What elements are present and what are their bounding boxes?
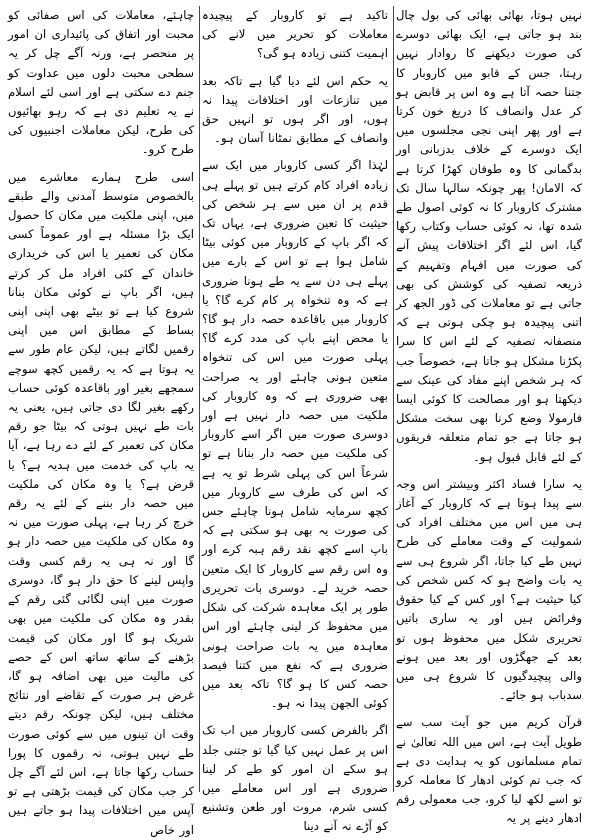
paragraph: اگر بالفرض کسی کاروبار میں اب تک اس پر عمل نہیں کیا گیا تو جتنی جلد ہو سکے ان امور کو طے کر لینا ضروری ہے اور اس معاملے میں کسی شرم، مروت اور طعن وتشنیع کو آڑے نہ آنے دینا	[202, 723, 388, 834]
column-divider	[199, 6, 200, 792]
column-middle	[202, 6, 388, 834]
paragraph: نہیں ہوتا، بھائی بھائی کی بول چال بند ہو جاتی ہے، ایک بھائی دوسرے کی صورت دیکھنے کا روادار نہیں رہتا، جس کے قابو میں کاروبار کا جتنا حصہ آتا ہے وہ اس پر قابض ہو کر عدل وانصاف کا دریغ خون کرتا ہے اور پھر اپنی نجی مجلسوں میں ایک دوسرے کے خلاف بدزبانی اور بدگمانی کا وہ طوفان کھڑا کرتا ہے کہ الامان! پھر چونکہ سالہا سال تک مشترک کاروبار کا نہ کوئی اصول طے شدہ تھا، نہ کوئی حساب وکتاب رکھا گیا، اس لئے اگر اختلافات پیش آنے کی صورت میں افہام وتفہیم کے ذریعہ تصفیہ کی کوشش کی بھی جاتی ہے تو معاملات کی ڈور الجھ کر اتنی پیچیدہ ہو چکی ہوتی ہے کہ منصفانہ تصفیہ کے لئے اس کا سرا پکڑنا مشکل ہو جاتا ہے، خصوصاً جب کہ ہر شخص اپنے مفاد کی عینک سے دیکھتا ہو اور مصالحت کا کوئی ایسا فارمولا وضع کرنا بھی سخت مشکل ہو جاتا ہے جو تمام متعلقہ فریقوں کے لئے قابل قبول ہو۔	[396, 8, 582, 464]
paragraph: تاکید ہے تو کاروبار کے پیچیدہ معاملات کو تحریر میں لانے کی اہمیت کتنی زیادہ ہو گی؟	[202, 8, 388, 61]
paragraph: قرآن کریم میں جو آیت سب سے طویل آیت ہے، اس میں اللہ تعالیٰ نے تمام مسلمانوں کو یہ ہدایت دی ہے کہ جب تم کوئی ادھار کا معاملہ کرو تو اسے لکھ لیا کرو، جب معمولی رقم ادھار دینے پر یہ	[396, 715, 582, 826]
paragraph: چاہئے، معاملات کی اس صفائی کو محبت اور اتفاق کی پائیداری ان امور پر منحصر ہے، ورنہ آگے چل کر یہ سطحی محبت دلوں میں عداوت کو جنم دے سکتی ہے اور اسی لئے اسلام نے یہ تعلیم دی ہے کہ رہو بھائیوں کی طرح، لیکن معاملات اجنبیوں کی طرح کرو۔	[8, 8, 194, 157]
column-divider	[393, 6, 394, 792]
column-right	[396, 6, 582, 826]
paragraph: لہٰذا اگر کسی کاروبار میں ایک سے زیادہ افراد کام کرتے ہیں تو پہلے ہی قدم پر ان میں سے ہر شخص کی حیثیت کا تعین ضروری ہے، یہاں تک کہ اگر باپ کے کاروبار میں کوئی بیٹا شامل ہوا ہے تو اس کے بارے میں پہلے ہی دن سے یہ طے ہونا ضروری ہے کہ وہ تنخواہ پر کام کرے گا؟ یا کاروبار میں باقاعدہ حصہ دار ہو گا؟ یا محض اپنے باپ کی مدد کرے گا؟ پہلی صورت میں اس کی تنخواہ متعین ہونی چاہئے اور یہ صراحت بھی ضروری ہے کہ وہ کاروبار کی ملکیت میں حصہ دار نہیں ہے اور دوسری صورت میں اگر اسے کاروبار کی ملکیت میں حصہ دار بنانا ہے تو شرعاً اس کی پہلی شرط تو یہ ہے کہ اس کی طرف سے کاروبار میں کچھ سرمایہ شامل ہونا چاہئے جس کی صورت یہ بھی ہو سکتی ہے کہ باپ اسے کچھ نقد رقم ہبہ کرے اور وہ اس رقم سے کاروبار کا ایک متعین حصہ خرید لے۔ دوسری بات تحریری طور پر ایک معاہدہ شرکت کی شکل میں محفوظ کر لینی چاہئے اور اس معاہدہ میں یہ بات صراحت ہونی ضروری ہے کہ نفع میں کتنا فیصد حصہ کس کا ہو گا؟ تاکہ بعد میں کوئی الجھن پیدا نہ ہو۔	[202, 158, 388, 711]
column-left	[8, 6, 194, 837]
paragraph: یہ حکم اس لئے دیا گیا ہے تاکہ بعد میں تنازعات اور اختلافات پیدا نہ ہوں، اور اگر ہوں تو انہیں حق وانصاف کے مطابق نمٹانا آسان ہو۔	[202, 73, 388, 146]
paragraph: یہ سارا فساد اکثر وبیشتر اس وجہ سے پیدا ہوتا ہے کہ کاروبار کے آغاز ہی میں اس میں مختلف افراد کی شمولیت کے وقت معاملے کی طرح نہیں طے کیا جاتا، اگر شروع ہی سے یہ بات واضح ہو کہ کس شخص کی کیا حیثیت ہے؟ اور کس کے کیا حقوق وفرائض ہیں اور یہ ساری باتیں تحریری شکل میں محفوظ ہوں تو بعد کے جھگڑوں اور بعد میں ہونے والی پیچیدگیوں کا شروع ہی میں سدباب ہو جائے۔	[396, 476, 582, 703]
paragraph: اسی طرح ہمارے معاشرے میں بالخصوص متوسط آمدنی والے طبقے میں، اپنی ملکیت میں مکان کا حصول ایک بڑا مسئلہ ہے اور عموماً کسی مکان کی تعمیر یا اس کی خریداری خاندان کے کئی افراد مل کر کرتے ہیں، اگر باپ نے کوئی مکان بنانا شروع کیا ہے تو بیٹے بھی اپنی اپنی بساط کے مطابق اس میں اپنی رقمیں لگاتے ہیں، لیکن عام طور سے یہ ہوتا ہے کہ یہ رقمیں کچھ سوچے سمجھے بغیر اور باقاعدہ کوئی حساب رکھے بغیر لگا دی جاتی ہیں، یعنی یہ بات طے نہیں ہوتی کہ بیٹا جو رقم مکان کی تعمیر کے لئے دے رہا ہے، آیا یہ باپ کی خدمت میں ہدیہ ہے؟ یا قرض ہے؟ یا وہ مکان کی ملکیت میں حصہ دار بننے کے لئے یہ رقم خرچ کر رہا ہے، پہلی صورت میں نہ وہ مکان کی ملکیت میں حصہ دار ہو گا اور نہ ہی یہ رقم کسی وقت واپس لینے کا حق دار ہو گا، دوسری صورت میں اپنی لگائی گئی رقم کے بقدر وہ مکان کی ملکیت میں بھی شریک ہو گا اور مکان کی قیمت بڑھنے کے ساتھ ساتھ اس کے حصے کی مالیت میں بھی اضافہ ہو گا، غرض ہر صورت کے تقاضے اور نتائج مختلف ہیں، لیکن چونکہ رقم دیتے وقت ان تینوں میں سے کوئی صورت طے نہیں ہوتی، نہ رقموں کا پورا حساب رکھا جاتا ہے، اس لئے آگے چل کر جب مکان کی قیمت بڑھتی ہے تو آپس میں اختلافات پیدا ہو جاتے ہیں اور خاص	[8, 169, 194, 837]
